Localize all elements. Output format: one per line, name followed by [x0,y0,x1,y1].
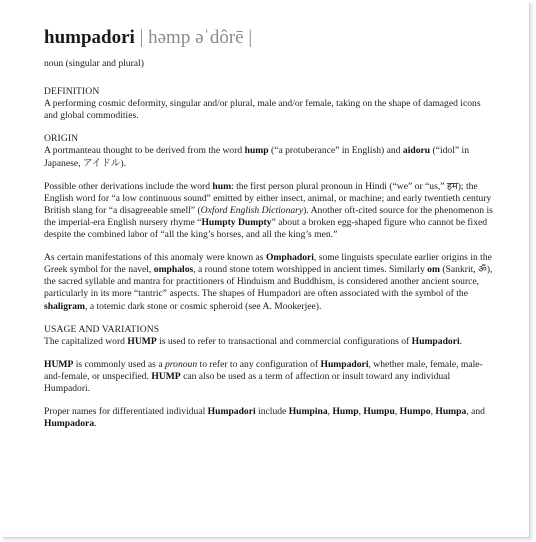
text-run: Possible other derivations include the word [44,180,213,192]
text-run: A portmanteau thought to be derived from the word [44,145,245,157]
text-run: , and [466,406,485,418]
text-run: ). Another oft-cited source for the phenomenon is the imperial-era English nursery rhyme “ [44,204,493,228]
term-shaligram: shaligram [44,300,86,312]
origin-heading: ORIGIN [44,133,79,145]
text-run: As certain manifestations of this anomaly were known as [44,252,266,264]
origin-paragraph-1 [44,145,496,169]
term-humpadora: Humpadora [44,418,95,430]
text-run: , [394,406,400,418]
document-page [2,2,530,538]
term-humpty-dumpty: Humpty Dumpty [201,216,272,228]
usage-paragraph-1 [44,336,496,348]
text-run: : the first person plural pronoun in Hindi (“we” or “us,” हम); the English word for “a low continuous sound” emitted by either insect, animal, or machine; and early twentieth century British slang for “a disagreeable smell” ( [44,180,492,216]
origin-paragraph-2 [44,181,496,241]
text-run: , [430,406,436,418]
term-om: om [427,264,440,276]
text-run: . [94,418,97,430]
term-pronoun: pronoun [164,358,198,370]
text-run: . [459,335,463,347]
pronunciation-separator-left: | [139,27,144,48]
text-run: ” about a broken egg-shaped figure who cannot be fixed despite the combined labor of “all the king’s horses, and all the king’s men.” [44,216,488,241]
pronunciation-separator-right: | [248,27,253,48]
term-humpadori: Humpadori [320,358,369,370]
term-humpo: Humpo [399,406,431,418]
text-run: include [255,406,289,418]
text-run: , [358,406,364,418]
headword: humpadori [44,27,135,48]
text-run: (“a protuberance” in English) and [268,145,403,157]
origin-paragraph-3 [44,252,496,312]
text-run: , [327,406,333,418]
usage-paragraph-3 [44,406,496,430]
term-humpadori: Humpadori [207,406,256,418]
text-run: (Sankrit, ॐ), the sacred syllable and mantra for practitioners of Hinduism and Buddhism, is considered another ancient source, particularly in its more “tantric” aspects. The shapes of Humpadori are often associated with the symbol of the [44,264,493,300]
pronunciation: həmp əˈdôrē [148,27,244,48]
term-humpina: Humpina [288,406,328,418]
term-hump: Hump [332,406,359,418]
text-run: is commonly used as a [73,358,165,370]
term-hump-caps: HUMP [44,358,74,370]
definition-text: A performing cosmic deformity, singular and/or plural, male and/or female, taking on the shape of damaged icons and global commodities. [44,98,481,122]
citation-oed: Oxford English Dictionary [200,204,304,216]
text-run: The capitalized word [44,335,128,347]
text-run: , some linguists speculate earlier origins in the Greek symbol for the navel, [44,252,492,276]
term-hum: hum [212,180,232,192]
term-hump: hump [244,145,269,157]
text-run: Proper names for differentiated individual [44,406,208,418]
text-run: to refer to any configuration of [197,358,321,370]
entry-header [44,26,496,50]
text-run: , a round stone totem worshipped in ancient times. Similarly [193,264,428,276]
text-run: (“idol” in Japanese, アイドル). [44,145,469,169]
text-run: , a totemic dark stone or cosmic spheroid (see A. Mookerjee). [85,300,322,312]
dictionary-entry [44,26,496,430]
definition-heading: DEFINITION [44,86,100,98]
text-run: is used to refer to transactional and commercial configurations of [156,335,412,347]
term-humpa: Humpa [435,406,467,418]
term-aidoru: aidoru [402,145,431,157]
term-hump-caps: HUMP [151,370,181,382]
term-omphadori: Omphadori [265,252,314,264]
part-of-speech: noun (singular and plural) [44,58,144,69]
text-run: , whether male, female, male-and-female, or unspecified. [44,358,483,382]
term-omphalos: omphalos [153,264,194,276]
usage-heading: USAGE AND VARIATIONS [44,323,160,335]
usage-paragraph-2 [44,359,496,395]
term-humpadori: Humpadori [411,335,460,347]
term-hump-caps: HUMP [127,335,157,347]
term-humpu: Humpu [363,406,395,418]
text-run: can also be used as a term of affection or insult toward any individual Humpadori. [44,370,451,394]
